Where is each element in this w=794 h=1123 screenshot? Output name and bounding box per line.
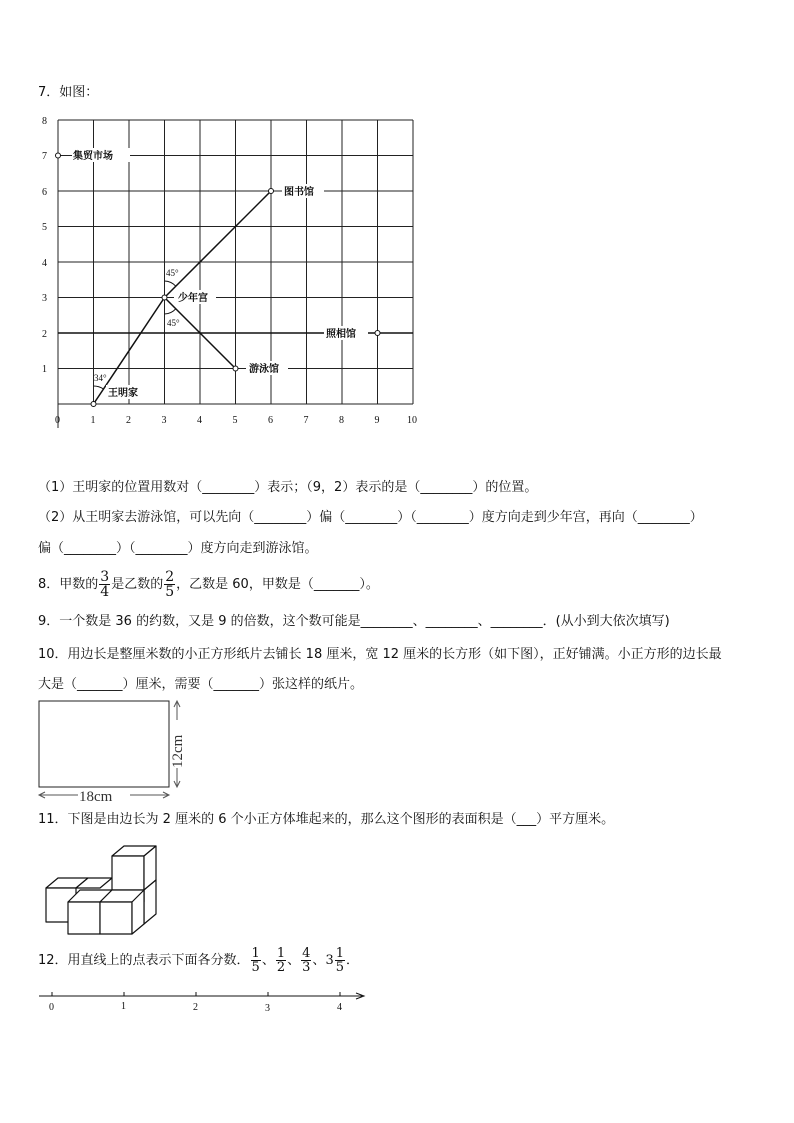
nl-tick-2: 2: [193, 1002, 198, 1013]
label-library: 图书馆: [284, 187, 314, 198]
q12-end: ．: [346, 953, 360, 968]
angle-arc-top: [165, 281, 176, 286]
x-tick-10: 10: [407, 415, 417, 426]
q12-mixed-frac: [335, 947, 345, 974]
q12-frac-1-den: 5: [251, 960, 260, 975]
angle-label-home: 34°: [94, 373, 107, 383]
q7-sub2-line1: （2）从王明家去游泳馆，可以先向（________）偏（________）（________）度方向走到少年宫，再向（________）: [38, 510, 703, 525]
y-tick-1: 1: [42, 364, 47, 375]
y-tick-6: 6: [42, 187, 47, 198]
q12-frac-1: [251, 947, 261, 974]
height-label: 12cm: [170, 734, 186, 768]
x-tick-1: 1: [90, 415, 96, 426]
point-library: [269, 189, 274, 194]
width-label: 18cm: [79, 789, 113, 805]
angle-arc-home: [94, 386, 104, 389]
x-tick-6: 6: [268, 415, 273, 426]
q12-frac-2: [276, 947, 286, 974]
y-tick-7: 7: [42, 151, 47, 162]
q12-frac-1-num: 1: [251, 946, 260, 961]
x-tick-8: 8: [339, 415, 344, 426]
grid-lines: [58, 120, 413, 428]
q8-f2-den: 5: [165, 584, 175, 600]
q12-frac-2-den: 2: [276, 960, 286, 975]
x-tick-7: 7: [303, 415, 309, 426]
nl-tick-3: 3: [265, 1003, 270, 1014]
q8-fraction-2: [164, 570, 175, 599]
point-home: [91, 402, 96, 407]
rectangle: [39, 701, 169, 787]
q10-line1: 10．用边长是整厘米数的小正方形纸片去铺长 18 厘米，宽 12 厘米的长方形（如下图），正好铺满。小正方形的边长最: [38, 647, 722, 662]
q8-mid: 是乙数的: [111, 577, 164, 592]
y-tick-3: 3: [42, 293, 47, 304]
q12-sep-1: 、: [261, 953, 275, 968]
x-tick-5: 5: [232, 415, 238, 426]
y-tick-5: 5: [42, 222, 47, 233]
q11: 11．下图是由边长为 2 厘米的 6 个小正方体堆起来的，那么这个图形的表面积是（___）平方厘米。: [38, 812, 615, 827]
q12-mixed-den: 5: [335, 960, 344, 975]
q12-frac-3: [301, 947, 311, 974]
q8: [38, 567, 379, 603]
q7-sub2-line2: 偏（________）（________）度方向走到游泳馆。: [38, 541, 318, 556]
nl-tick-0: 0: [49, 1002, 54, 1013]
q8-fraction-1: [99, 570, 110, 599]
q12-frac-2-num: 1: [276, 946, 286, 961]
point-photo-studio: [375, 331, 380, 336]
label-market: 集贸市场: [73, 151, 113, 162]
q12-frac-3-num: 4: [302, 946, 311, 961]
label-youth-palace: 少年宫: [178, 293, 208, 304]
angle-arc-bottom: [165, 309, 176, 314]
q8-f1-num: 3: [100, 569, 110, 585]
q8-pre: 8．甲数的: [38, 577, 99, 592]
label-pool: 游泳馆: [249, 364, 279, 375]
label-home: 王明家: [108, 388, 138, 399]
q12-mixed-num: 1: [335, 946, 344, 961]
angle-label-bottom: 45°: [167, 318, 180, 328]
q12-sep-3: 、: [312, 953, 326, 968]
point-youth-palace: [162, 295, 167, 300]
q10-line2: 大是（_______）厘米，需要（_______）张这样的纸片。: [38, 677, 364, 692]
q12: [38, 943, 359, 979]
cubes-figure: [40, 842, 170, 940]
q8-post: ，乙数是 60，甲数是（_______）。: [176, 577, 379, 592]
y-tick-2: 2: [42, 329, 47, 340]
q12-mixed-whole: 3: [325, 953, 334, 968]
q9: 9．一个数是 36 的约数，又是 9 的倍数，这个数可能是________、________、________．(从小到大依次填写): [38, 614, 670, 629]
y-tick-4: 4: [42, 258, 47, 269]
x-tick-0: 0: [55, 415, 60, 426]
x-tick-4: 4: [197, 415, 202, 426]
nl-tick-4: 4: [337, 1002, 342, 1013]
coordinate-grid-figure: [30, 110, 430, 435]
point-market: [56, 153, 61, 158]
point-pool: [233, 366, 238, 371]
x-tick-9: 9: [374, 415, 380, 426]
number-line: [34, 988, 374, 1018]
x-tick-2: 2: [126, 415, 131, 426]
label-photo-studio: 照相馆: [326, 329, 356, 340]
q7-sub1: （1）王明家的位置用数对（________）表示；（9，2）表示的是（________）的位置。: [38, 480, 538, 495]
nl-tick-1: 1: [121, 1001, 126, 1012]
rectangle-figure: [34, 698, 194, 808]
q8-f2-num: 2: [165, 569, 175, 585]
q12-sep-2: 、: [287, 953, 301, 968]
q7-title: 7．如图：: [38, 85, 99, 100]
q8-f1-den: 4: [100, 584, 110, 600]
x-tick-3: 3: [161, 415, 167, 426]
q12-frac-3-den: 3: [302, 960, 311, 975]
y-tick-8: 8: [42, 116, 47, 127]
angle-label-top: 45°: [166, 268, 179, 278]
q12-pre: 12．用直线上的点表示下面各分数．: [38, 953, 250, 968]
